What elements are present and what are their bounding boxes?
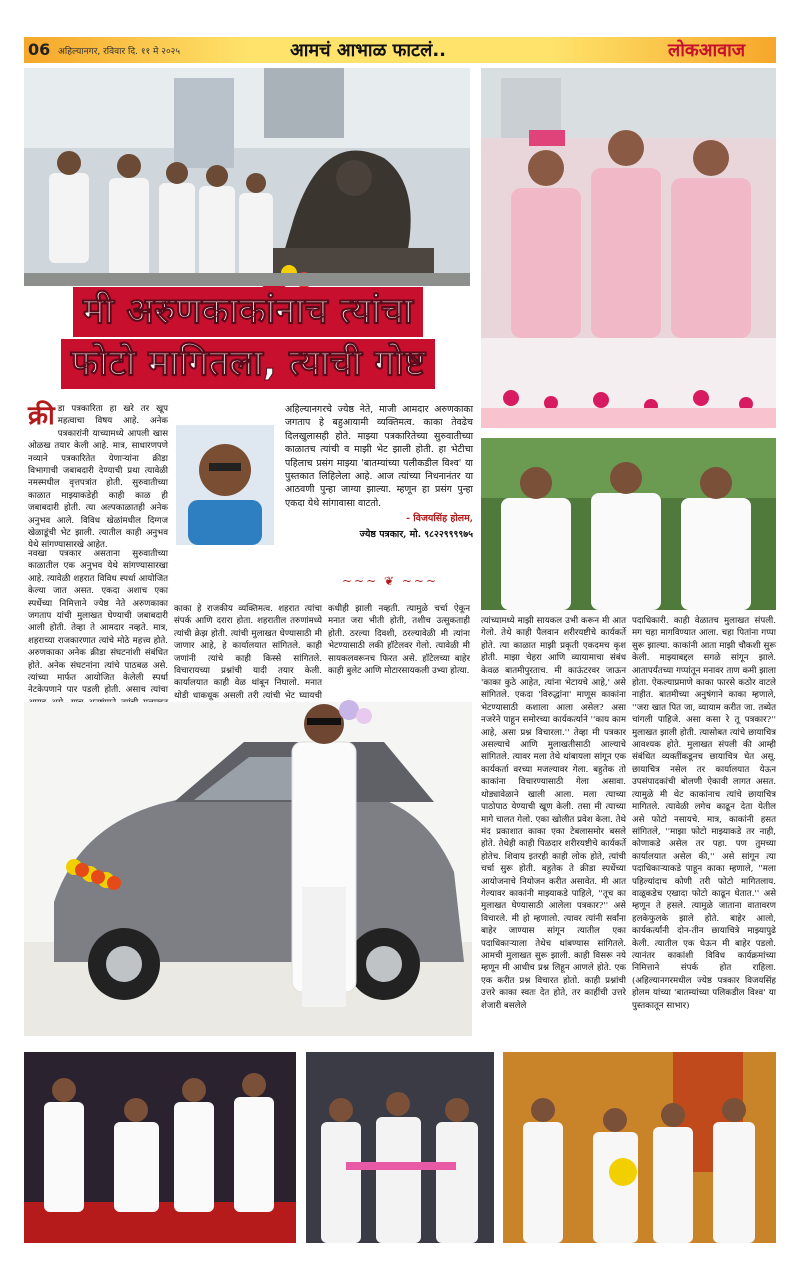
column-4-paragraph: त्यांच्यामध्ये माझी सायकल उभी करून मी आत गेलो. तेथे काही पैलवान शरीरयष्टीचे कार्यकर्ते होते. त्या काळात माझी प्रकृती एकदमच कृश होती. माझा चेहरा आणि व्यायामाचा संबंध केवळ बातमीपुरताच. मी काऊंटरवर जाऊन 'काका कुठे आहेत, त्यांना भेटायचे आहे,' असे सांगितले. एकदा 'विरुद्धांना' माणूस काकांना भेटण्यासाठी कशाला आला असेल? असा नजरेने पाहून समोरच्या कार्यकर्त्याने ''काय काम आहे, असा प्रश्न विचारला.'' तेव्हा मी पत्रकार असल्याचे आणि मुलाखतीसाठी आल्याचे सांगितले. त्यावर मला तेथे थांबायला सांगून एक कार्यकर्ता वरच्या मजल्यावर गेला. बहुतेक तो काकांना विचारण्यासाठी गेला असावा. थोड्यावेळाने खाली आला. मला त्याच्या पाठोपाठ येण्याची खूण केली. तसा मी त्याच्या मागे चालत गेलो. एका खोलीत प्रवेश केला. तेथे मंद प्रकाशात काका एका टेबलासमोर बसले होते. तेथेही काही पिळदार शरीरयष्टीचे कार्यकर्ते होतेच. शिवाय इतरही काही लोक होते, त्यांची चर्चा सुरू होती. बहुतेक ते क्रीडा स्पर्धेच्या आयोजनाचे नियोजन करीत असावेत. मी आत गेल्यावर काकांनी माझ्याकडे पाहिले, ''तूच का मुलाखत घेण्यासाठी आलेला पत्रकार?'' असे विचारले. मी हो म्हणालो. त्यावर त्यांनी सर्वांना बाहेर जाण्यास सांगून त्यातील एका पदाधिकाऱ्याला तेथेच थांबण्यास सांगितले. आमची मुलाखत सुरू झाली. काही विसरू नये म्हणून मी आधीच प्रश्न लिहून आणले होते. एक एक करीत प्रश्न विचारत होतो. काही प्रश्नांची उत्तरे काका स्वतः देत होते, तर काहींची उत्तरे शेजारी बसलेले xyxy=(481,616,626,1011)
event-photo-3 xyxy=(503,1052,776,1243)
headline-line-2: फोटो मागितला, त्याची गोष्ट xyxy=(61,339,435,389)
column-3-body xyxy=(328,603,470,693)
headline-line-1: मी अरुणकाकांनाच त्यांचा xyxy=(73,287,423,337)
statue-photo xyxy=(24,68,470,286)
section-title: आमचं आभाळ फाटलं.. xyxy=(290,40,447,61)
holi-photo xyxy=(481,68,776,428)
event-photo-1 xyxy=(24,1052,296,1243)
intro-text: डा पत्रकारिता हा खरे तर खूप महत्वाचा विषय आहे. अनेक पत्रकारांनी याच्यामध्ये आपली खास ओळख तयार केली आहे. मात्र, साधारणपणे नव्याने पत्रकारितेत येणाऱ्यांना क्रीडा विभागाची जबाबदारी देण्याची प्रथा त्यावेळी नमस्मधील वृत्तपत्रांत होती. सुरुवातीच्या काळात माझ्याकडेही काही काळ ही जबाबदारी होती. त्या अल्पकाळातही अनेक अनुभव आले. विविध खेळांमधील दिग्गज खेळाडूंची भेट झाली. त्यातील काही अनुभव येथे सांगण्यासारखे आहेत. xyxy=(28,404,168,551)
column-1-paragraph: नवखा पत्रकार असताना सुरुवातीच्या काळातील एक अनुभव येथे सांगण्यासारखा आहे. त्यावेळी शहरात विविध स्पर्धा आयोजित केल्या जात असत. एकदा अशाच एका स्पर्धेच्या निमित्ताने ज्येष्ठ नेते अरुणकाका जगताप यांची मुलाखत घेण्याची जबाबदारी आली होती. तेव्हा ते आमदार नव्हते. मात्र, शहराच्या राजकारणात त्यांचे मोठे महत्त्व होते. अरुणकाका अनेक क्रीडा संघटनांशी संबंधित होते. अनेक संघटनांना त्यांचे पाठबळ असे. त्यांच्या मार्फत आयोजित केलेली स्पर्धा नेटकेपणाने पार पडली होती. असाच त्यांचा xyxy=(28,549,168,696)
column-2-paragraph: काका हे राजकीय व्यक्तिमत्व. शहरात त्यांचा संपर्क आणि दरारा होता. शहरातील तरुणांमध्ये त्यांची क्रेझ होती. त्यांची मुलाखत घेण्यासाठी मी जाणार आहे, हे कार्यालयात सांगितले. काही जणांनी त्यांचे काही किस्से सांगितले. विचारायच्या प्रश्नांची यादी तयार केली. कार्यालयात काही वेळ थांबून निघालो. मनात थोडी धाकधूक असली तरी त्यांची भेट घ्यायची xyxy=(174,604,322,701)
intro-text-block xyxy=(28,403,168,554)
column-5-body xyxy=(632,615,776,1035)
drop-cap: क्री xyxy=(28,401,55,431)
column-5-paragraph: पदाधिकारी. काही वेळातच मुलाखत संपली. मग चहा मागविण्यात आला. चहा पितांना गप्पा सुरू झाल्या. काकांनी आता माझी चौकशी सुरू केली. माझ्याबद्दल सगळे सांगून झाले. आतापर्यंतच्या गप्पांतून मनावर ताण कमी झाला होता. ऐकल्याप्रमाणे काका फारसे कठोर वाटले नाहीत. बातमीच्या अनुषंगाने काका म्हणाले, ''जरा खात पित जा, व्यायाम करीत जा. तब्येत चांगली पाहिजे. असा कसा रे तू पत्रकार?'' मुलाखत झाली होती. त्यासोबत त्यांचे छायाचित्र आवश्यक होते. मुलाखत संपली की आम्ही संबंधित व्यक्तींकडूनच छायाचित्र घेत असू. छायाचित्र नसेल तर कार्यालयात येऊन उपसंपादकांची बोलणी ऐकावी लागत असत. त्यामुळे मी थेट काकांनाच त्यांचे छायाचित्र मागितले. त्यावेळी लगेच काढून देता येतील असे फोटो नसायचे. मात्र, काकांनी हसत सांगितले, ''माझा फोटो माझ्याकडे तर नाही, कोणाकडे असेल तर पहा. पण तुमच्या कार्यालयात असेल की,'' असे सांगून त्या पदाधिकाऱ्याकडे पाहून काका म्हणाले, ''मला पहिल्यांदाच कोणी तरी फोटो मागितलाय. वाळूकडेच एखादा फोटो काढून घेतात.'' असे म्हणून ते हसले. त्यामुळे जाताना वातावरण हलकेफुलके झाले होते. बाहेर आलो, कार्यकर्त्यांनी दोन-तीन छायाचित्रे माझ्यापुढे केली. त्यातील एक घेऊन मी बाहेर पडलो. त्यानंतर काकांशी विविध कार्यक्रमांच्या निमित्ताने संपर्क होत राहिला. (अहिल्यानगरमधील ज्येष्ठ पत्रकार विजयसिंह होलम यांच्या 'बातम्यांच्या पलिकडील विश्व' या पुस्तकातून साभार) xyxy=(632,616,776,1011)
quote-text: अहिल्यानगरचे ज्येष्ठ नेते, माजी आमदार अरुणकाका जगताप हे बहुआयामी व्यक्तिमत्व. काका तेवढेच दिलखुलासही होते. माझ्या पत्रकारितेच्या सुरुवातीच्या काळातच त्यांची व माझी भेट झाली होती. हा भेटीचा पहिलाच प्रसंग माझ्या 'बातम्यांच्या पलीकडील विश्व' या पुस्तकात लिहिलेला आहे. आज त्यांच्या निधनानंतर या आठवणी पुन्हा जाग्या झाल्या. म्हणून हा प्रसंग पुन्हा एकदा येथे सांगावासा वाटतो. xyxy=(285,404,473,509)
quote-box xyxy=(285,403,473,543)
brand-logo: लोकआवाज xyxy=(668,40,746,61)
headline xyxy=(28,286,468,390)
car-photo xyxy=(24,702,472,1036)
quote-author-role: ज्येष्ठ पत्रकार, मो. ९८२२९९९९७५ xyxy=(359,528,473,540)
ornament-divider: ~~~ ❦ ~~~ xyxy=(341,574,438,588)
event-photo-2 xyxy=(306,1052,494,1243)
page-number: 06 xyxy=(28,40,51,59)
portrait-photo xyxy=(176,425,274,545)
column-2-body xyxy=(174,603,322,701)
quote-author: - विजयसिंह होलम, xyxy=(406,513,473,525)
column-3-paragraph: कधीही झाली नव्हती. त्यामुळे चर्चा ऐकून मनात जरा भीती होती, तशीच उत्सुकताही होती. ठरल्या दिवशी, ठरल्यावेळी मी त्यांना भेटण्यासाठी लकी हॉटेलवर गेलो. त्यावेळी मी सायकलवरूनच फिरत असे. हॉटेलच्या बाहेर काही बुलेट आणि मोटारसायकली उभ्या होत्या. xyxy=(328,604,470,677)
group-photo xyxy=(481,438,776,610)
dateline: अहिल्यानगर, रविवार दि. ११ मे २०२५ xyxy=(58,47,181,57)
column-4-body xyxy=(481,615,626,1035)
